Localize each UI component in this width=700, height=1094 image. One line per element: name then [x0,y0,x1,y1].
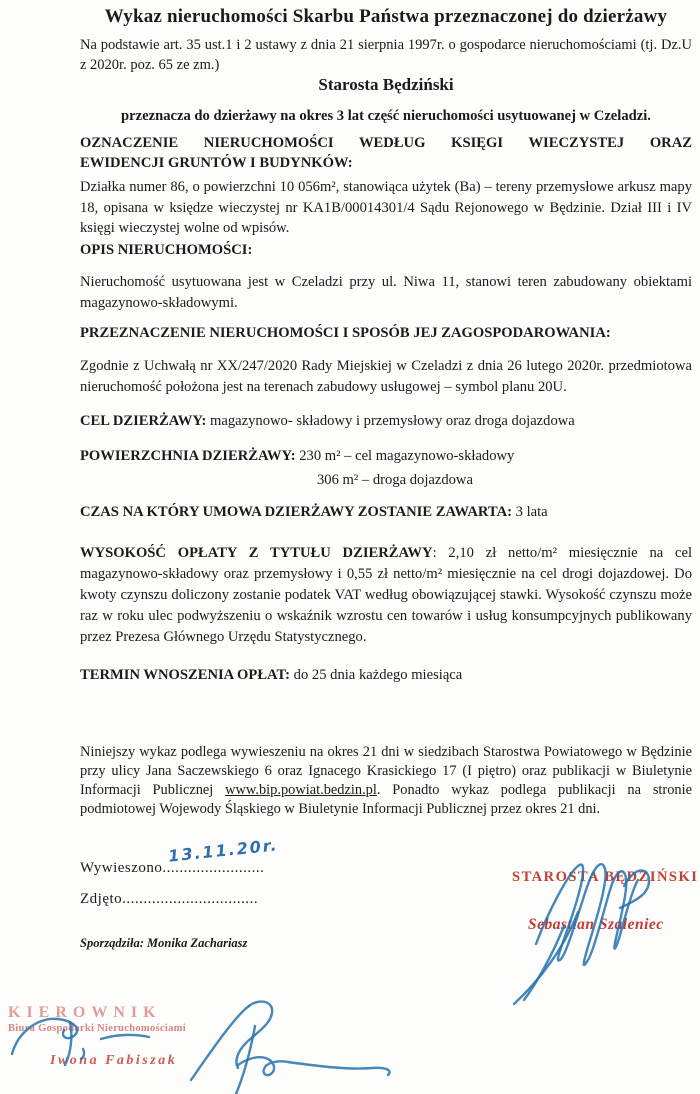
cel-dzierzawy-line [80,412,692,431]
starosta-stamp-title: STAROSTA BĘDZIŃSKI [512,869,699,885]
kierownik-signature-ink [8,1008,160,1068]
publication-paragraph [80,743,692,819]
field-value: 230 m² – cel magazynowo-składowy [295,448,515,464]
paragraph-przeznaczenie: Zgodnie z Uchwałą nr XX/247/2020 Rady Miejskiej w Czeladzi z dnia 26 lutego 2020r. przedmiotowa nieruchomość położona jest na terenach zabudowy usługowej – symbol planu 20U. [80,358,692,395]
heading-line: OZNACZENIE NIERUCHOMOŚCI WEDŁUG KSIĘGI WIECZYSTEJ ORAZ [80,135,692,151]
legal-basis-paragraph: Na podstawie art. 35 ust.1 i 2 ustawy z dnia 21 sierpnia 1997r. o gospodarce nieruchomościami (tj. Dz.U z 2020r. poz. 65 ze zm.) [80,37,692,73]
field-value: do 25 dnia każdego miesiąca [290,667,463,683]
section-heading-oznaczenie [80,133,692,173]
field-label: WYSOKOŚĆ OPŁATY Z TYTUŁU DZIERŻAWY [80,545,433,561]
powierzchnia-line-1 [80,447,692,466]
handwritten-posted-date: 13.11.20r. [167,835,280,866]
paragraph-wysokosc-oplaty [80,543,692,648]
field-value: 3 lata [512,504,548,520]
heading-line: EWIDENCJI GRUNTÓW I BUDYNKÓW: [80,155,353,171]
section-heading-przeznaczenie: PRZEZNACZENIE NIERUCHOMOŚCI I SPOSÓB JEJ ZAGOSPODAROWANIA: [80,325,611,341]
removed-date-line: Zdjęto................................ [80,891,259,907]
kierownik-stamp-name: Iwona Fabiszak [50,1053,178,1068]
field-label: CEL DZIERŻAWY: [80,413,207,429]
publication-text: . Ponadto wykaz podlega publikacji na stronie podmiotowej Wojewody Śląskiego w Biuletynie Informacji Publicznej przez okres 21 dni. [80,782,692,817]
starosta-stamp-name: Sebastian Szaleniec [528,916,664,933]
posted-date-line: Wywieszono........................ [80,860,265,876]
document-title: Wykaz nieruchomości Skarbu Państwa przeznaczonej do dzierżawy [104,6,668,27]
kierownik-stamp-subtitle: Biura Gospodarki Nieruchomościami [8,1023,186,1034]
middle-signature-ink [175,998,407,1094]
powierzchnia-line-2: 306 m² – droga dojazdowa [317,472,473,488]
prepared-by-line: Sporządziła: Monika Zachariasz [80,936,248,950]
termin-oplat-line [80,666,692,685]
publication-text: Niniejszy wykaz podlega wywieszeniu na okres 21 dni w siedzibach Starostwa Powiatowego w Będzinie przy ulicy Jana Saczewskiego 6 oraz Ignacego Krasickiego 17 (I piętro) oraz publikacji w Biuletynie Informacji Publicznej [80,744,692,798]
section-heading-opis: OPIS NIERUCHOMOŚCI: [80,242,253,258]
starosta-signature-ink [498,852,658,1012]
paragraph-opis: Nieruchomość usytuowana jest w Czeladzi przy ul. Niwa 11, stanowi teren zabudowany obiektami magazynowo-składowymi. [80,274,692,311]
authority-name: Starosta Będziński [318,75,454,94]
lease-declaration: przeznacza do dzierżawy na okres 3 lat część nieruchomości usytuowanej w Czeladzi. [121,108,651,124]
paragraph-oznaczenie: Działka numer 86, o powierzchni 10 056m², stanowiąca użytek (Ba) – tereny przemysłowe arkusz mapy 18, opisana w księdze wieczystej nr KA1B/00014301/4 Sądu Rejonowego w Będzinie. Dział III i IV księgi wieczystej wolne od wpisów. [80,179,692,236]
field-label: POWIERZCHNIA DZIERŻAWY: [80,448,296,464]
kierownik-stamp-title: KIEROWNIK [8,1004,162,1021]
field-value: : 2,10 zł netto/m² miesięcznie na cel magazynowo-składowy oraz przemysłowy i 0,55 zł netto/m² miesięcznie na cel drogi dojazdowej. Do kwoty czynszu doliczony zostanie podatek VAT według obowiązującej stawki. Wysokość czynszu może raz w roku ulec podwyższeniu o wskaźnik wzrostu cen towarów i usług konsumpcyjnych publikowany przez Prezesa Głównego Urzędu Statystycznego. [80,545,693,645]
field-label: CZAS NA KTÓRY UMOWA DZIERŻAWY ZOSTANIE ZAWARTA: [80,504,512,520]
czas-umowy-line [80,503,692,522]
field-label: TERMIN WNOSZENIA OPŁAT: [80,667,291,683]
field-value: magazynowo- składowy i przemysłowy oraz droga dojazdowa [206,413,575,429]
bip-website-link[interactable]: www.bip.powiat.bedzin.pl [225,782,377,798]
